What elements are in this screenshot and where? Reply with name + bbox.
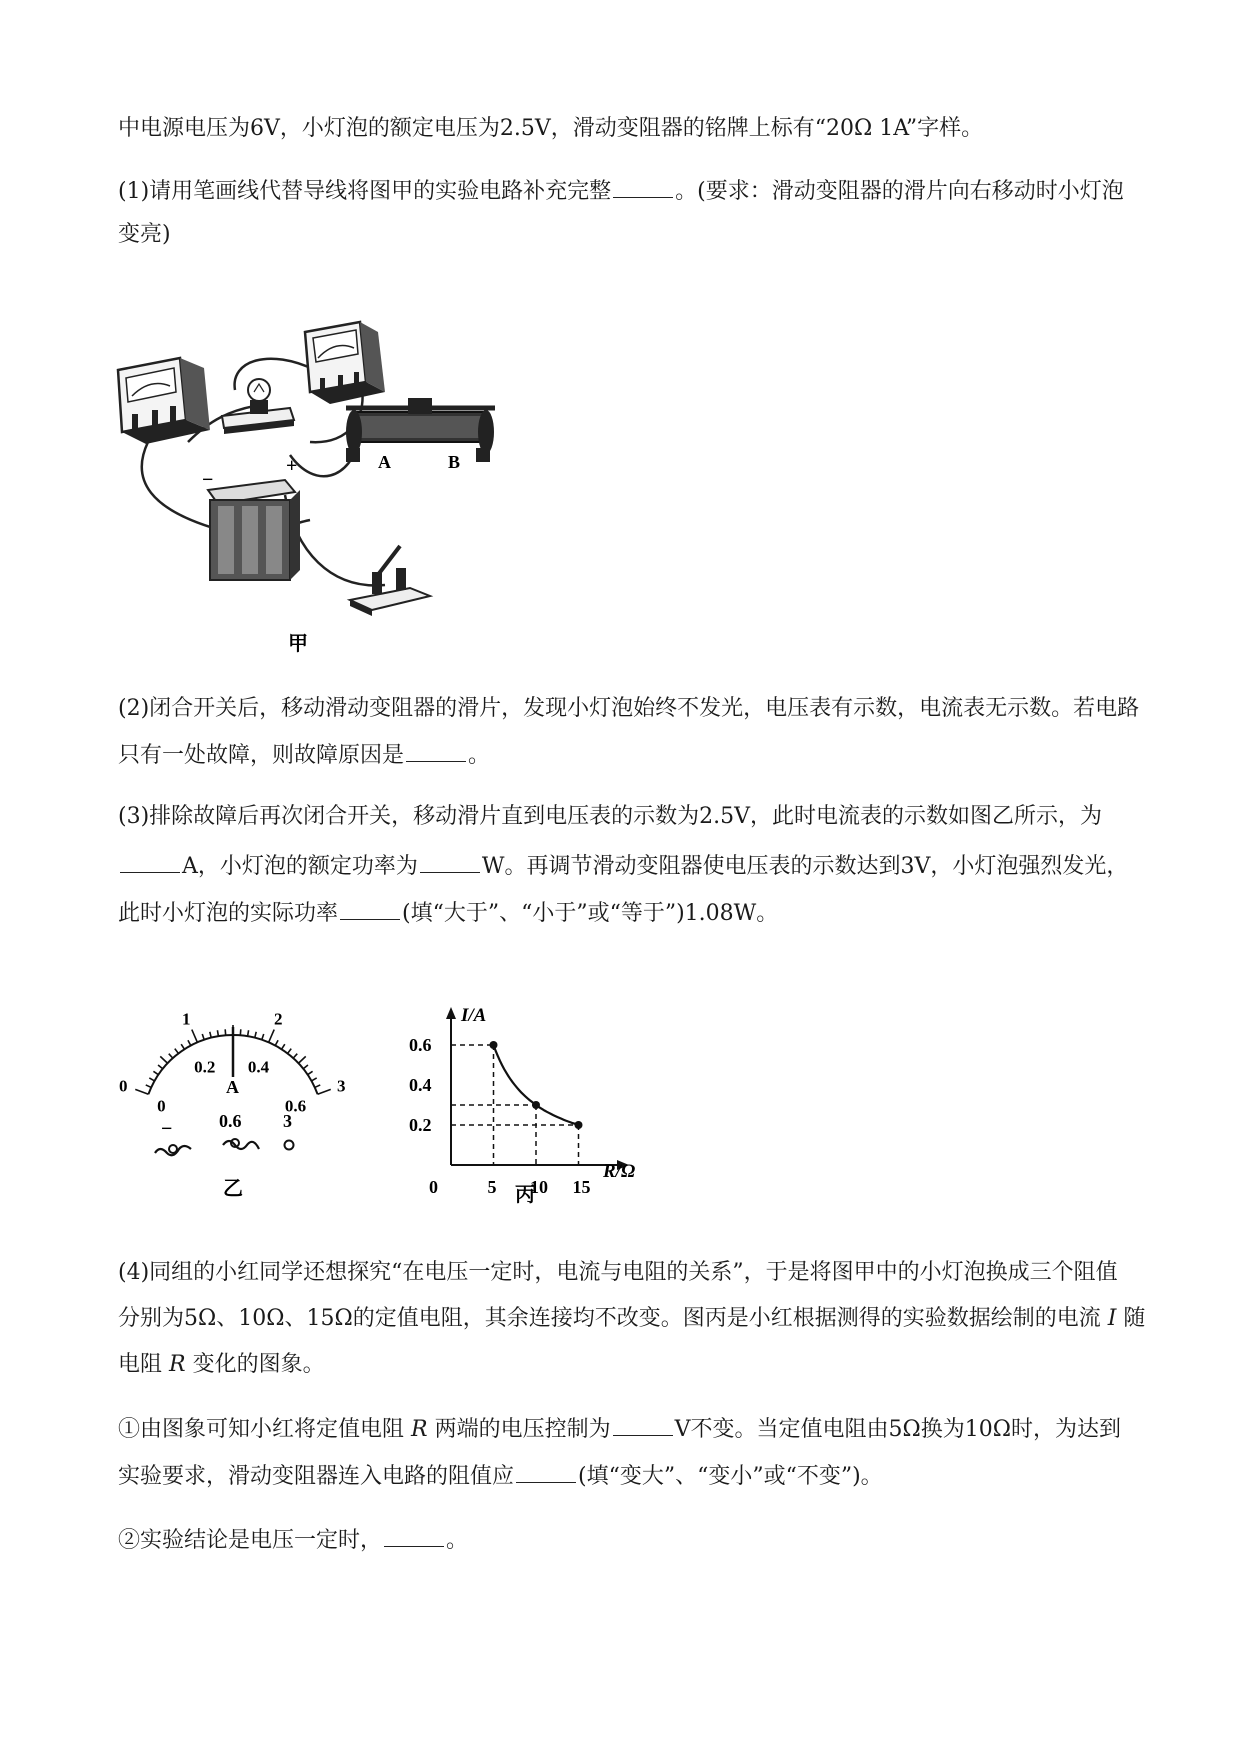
q4-line2	[118, 1304, 1145, 1334]
dial-tick	[315, 1085, 320, 1088]
q3-power-blank[interactable]	[420, 850, 480, 873]
dial-tick	[293, 1054, 297, 1058]
dial-tick	[210, 1032, 211, 1038]
q4-1-rheostat-blank[interactable]	[516, 1460, 576, 1483]
y-axis-label: I/A	[461, 1005, 487, 1026]
wire-bulb-voltmeter	[235, 359, 315, 390]
q4-var-r: R	[169, 1352, 186, 1377]
figure-yi-caption: 乙	[223, 1178, 243, 1200]
y-tick-label: 0.6	[409, 1035, 432, 1055]
rheostat-slider	[408, 398, 432, 414]
intro-text: 中电源电压为6V，小灯泡的额定电压为2.5V，滑动变阻器的铭牌上标有“20Ω 1A”字样。	[118, 116, 984, 141]
data-point	[532, 1101, 540, 1109]
q2-line2	[118, 739, 490, 771]
rheostat-label-a: A	[378, 452, 391, 472]
q4-1-line1	[118, 1413, 1121, 1445]
dial-top-label: 1	[182, 1009, 191, 1029]
knife-switch	[350, 546, 430, 616]
q4-2-text-a: ②实验结论是电压一定时，	[118, 1528, 383, 1553]
dial-top-label: 0	[118, 1076, 128, 1096]
y-tick-label: 0.4	[409, 1075, 432, 1095]
q1-text-a: (1)请用笔画线代替导线将图甲的实验电路补充完整	[118, 179, 612, 204]
terminal-3-icon	[285, 1141, 294, 1150]
q3-current-blank[interactable]	[120, 850, 180, 873]
dial-tick	[175, 1049, 179, 1054]
bulb-holder	[222, 379, 294, 434]
q4-1-var-r: R	[411, 1417, 428, 1442]
q1-line1	[118, 175, 1124, 207]
dial-tick	[158, 1065, 163, 1069]
q4-1-text-e: (填“变大”、“变小”或“不变”)。	[578, 1464, 883, 1489]
figure-yi-ammeter-dial	[115, 985, 365, 1200]
dial-tick	[160, 1056, 167, 1063]
dial-tick	[248, 1030, 249, 1036]
q4-line1: (4)同组的小红同学还想探究“在电压一定时，电流与电阻的关系”，于是将图甲中的小灯泡换成三个阻值	[118, 1260, 1118, 1285]
data-point	[490, 1041, 498, 1049]
x-axis-label: R/Ω	[603, 1161, 636, 1182]
dial-tick	[217, 1030, 218, 1036]
figure-bing-caption: 丙	[515, 1184, 535, 1205]
dial-tick	[169, 1054, 173, 1058]
q3-text-d: (填“大于”、“小于”或“等于”)1.08W。	[402, 901, 779, 926]
dial-tick	[188, 1040, 191, 1045]
q3-compare-blank[interactable]	[340, 897, 400, 920]
q1-text-b: 。(要求：滑动变阻器的滑片向右移动时小灯泡	[675, 179, 1124, 204]
figure-bing-graph	[395, 995, 665, 1205]
dial-tick	[255, 1032, 256, 1038]
x-tick-label: 15	[572, 1177, 591, 1197]
q4-text-a: 分别为5Ω、10Ω、15Ω的定值电阻，其余连接均不改变。图丙是小红根据测得的实验数据绘制的电流	[118, 1306, 1101, 1331]
dial-unit-label: A	[226, 1077, 239, 1097]
terminal-minus-label: −	[161, 1118, 173, 1140]
dial-bottom-label: 0.4	[247, 1057, 270, 1077]
q2-answer-blank[interactable]	[406, 739, 466, 762]
dial-tick	[149, 1078, 154, 1081]
dial-tick	[269, 1030, 275, 1043]
q4-1-text-b: 两端的电压控制为	[434, 1417, 611, 1442]
q1-line2: 变亮)	[118, 222, 171, 247]
dial-tick	[146, 1085, 151, 1088]
q3-line2	[118, 850, 1128, 882]
dial-bottom-label: 0	[157, 1096, 166, 1116]
x-tick-label: 10	[530, 1177, 548, 1197]
q4-1-line2	[118, 1460, 883, 1492]
q4-text-d: 变化的图象。	[192, 1352, 325, 1377]
dial-tick	[202, 1034, 204, 1040]
q4-text-c: 电阻	[118, 1352, 163, 1377]
figure-jia-circuit	[110, 320, 560, 660]
dial-tick	[288, 1049, 292, 1054]
y-axis-arrow-icon	[446, 1007, 456, 1019]
terminal-3-label: 3	[283, 1111, 292, 1131]
graph-guide-lines	[451, 1045, 579, 1165]
q4-1-text-a: ①由图象可知小红将定值电阻	[118, 1417, 405, 1442]
y-tick-label: 0.2	[409, 1115, 432, 1135]
dial-tick	[262, 1034, 264, 1040]
rheostat	[346, 398, 495, 472]
dial-tick	[153, 1071, 158, 1074]
dial-bottom-label: 0.2	[194, 1057, 216, 1077]
q4-2-text-b: 。	[446, 1528, 469, 1553]
q3-text-c: 此时小灯泡的实际功率	[118, 901, 339, 926]
q4-2-line1	[118, 1524, 468, 1556]
dial-tick	[192, 1030, 198, 1043]
dial-tick	[275, 1040, 278, 1045]
dial-tick	[311, 1078, 316, 1081]
graph-curve	[494, 1045, 579, 1125]
terminal-06-icon	[223, 1141, 259, 1149]
graph-y-tick-labels	[409, 1035, 432, 1135]
q4-line3	[118, 1350, 325, 1380]
q2-text-a: 只有一处故障，则故障原因是	[118, 743, 405, 768]
rheostat-label-b: B	[448, 452, 461, 472]
q3-text-b: W。再调节滑动变阻器使电压表的示数达到3V，小灯泡强烈发光，	[481, 854, 1129, 879]
battery-pack	[202, 455, 300, 580]
terminal-06-label: 0.6	[219, 1111, 242, 1131]
dial-top-label: 3	[337, 1076, 346, 1096]
graph-x-tick-labels	[429, 1177, 591, 1197]
battery-plus-label: +	[286, 455, 298, 477]
q3-text-a: A，小灯泡的额定功率为	[182, 854, 418, 879]
q3-line1: (3)排除故障后再次闭合开关，移动滑片直到电压表的示数为2.5V，此时电流表的示数如图乙所示，为	[118, 804, 1103, 829]
q2-line1: (2)闭合开关后，移动滑动变阻器的滑片，发现小灯泡始终不发光，电压表有示数，电流表无示数。若电路	[118, 696, 1140, 721]
q4-1-voltage-blank[interactable]	[613, 1413, 673, 1436]
x-tick-label: 5	[487, 1177, 497, 1197]
dial-top-label: 2	[273, 1009, 283, 1029]
dial-tick	[303, 1065, 308, 1069]
dial-tick	[282, 1044, 285, 1049]
q4-var-i: I	[1107, 1306, 1117, 1331]
voltmeter	[305, 322, 385, 404]
dial-tick	[135, 1089, 148, 1094]
q4-text-b: 随	[1123, 1306, 1146, 1331]
data-point	[575, 1121, 583, 1129]
q1-answer-blank[interactable]	[613, 175, 673, 198]
dial-tick	[298, 1056, 305, 1063]
q4-1-text-c: V不变。当定值电阻由5Ω换为10Ω时，为达到	[674, 1417, 1121, 1442]
dial-tick	[308, 1071, 313, 1074]
x-tick-label: 0	[429, 1177, 438, 1197]
bulb-icon	[248, 379, 270, 401]
dial-tick	[318, 1089, 331, 1094]
q3-line3	[118, 897, 778, 929]
q4-1-text-d: 实验要求，滑动变阻器连入电路的阻值应	[118, 1464, 515, 1489]
figure-jia-caption: 甲	[288, 633, 308, 655]
dial-tick	[181, 1044, 184, 1049]
q2-text-b: 。	[468, 743, 491, 768]
battery-minus-label: −	[202, 469, 214, 491]
dial-bottom-label: 0.6	[284, 1096, 307, 1116]
q4-2-conclusion-blank[interactable]	[384, 1524, 444, 1547]
ammeter	[118, 358, 210, 444]
